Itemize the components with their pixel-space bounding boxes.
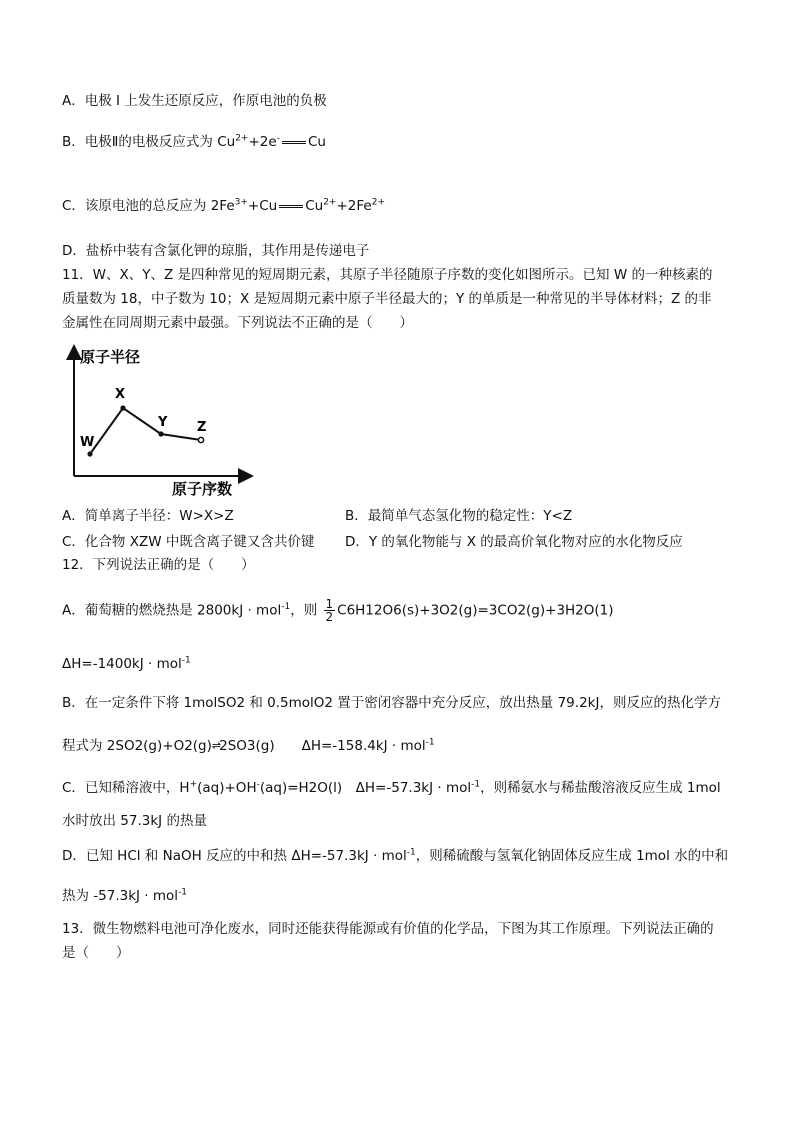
q13-stem-line2: 是（ ）	[62, 945, 130, 961]
q12-a-mid: ，则	[290, 602, 318, 619]
label-y: Y	[158, 415, 168, 430]
q12-stem: 12．下列说法正确的是（ ）	[62, 557, 255, 573]
q12-b-pre: 程式为 2SO2(g)+O2(g)	[62, 738, 212, 754]
q10-c-sup2: 2+	[323, 197, 337, 208]
q12-d-pre: D．已知 HCl 和 NaOH 反应的中和热 ΔH=-57.3kJ · mol	[62, 848, 407, 864]
q12-option-a	[62, 598, 614, 623]
q12-c-sup2: -	[256, 779, 260, 790]
q10-b-post: Cu	[307, 134, 326, 150]
q12-option-b-line1: B．在一定条件下将 1molSO2 和 0.5molO2 置于密闭容器中充分反应，放出热量 79.2kJ，则反应的热化学方	[62, 695, 721, 711]
q11-option-c: C．化合物 XZW 中既含离子键又含共价键	[62, 534, 315, 550]
q10-c-sup3: 2+	[371, 197, 385, 208]
q12-c-pre: C．已知稀溶液中，H	[62, 780, 190, 796]
point-w	[87, 451, 92, 456]
q12-b-post: 2SO3(g) ΔH=-158.4kJ · mol	[219, 738, 426, 754]
label-w: W	[80, 435, 95, 450]
q13-stem-line1: 13．微生物燃料电池可净化废水，同时还能获得能源或有价值的化学品，下图为其工作原理。下列说法正确的	[62, 921, 714, 937]
q11-stem-line3: 金属性在同周期元素中最强。下列说法不正确的是（ ）	[62, 315, 413, 331]
q12-c-sup1: +	[189, 779, 198, 790]
q10-c-mid1: +Cu	[247, 198, 278, 214]
label-x: X	[115, 387, 126, 402]
q11-stem-line2: 质量数为 18，中子数为 10；X 是短周期元素中原子半径最大的；Y 的单质是一种常见的半导体材料；Z 的非	[62, 291, 712, 307]
frac-den: 2	[325, 610, 334, 624]
q12-c-sup3: -1	[471, 779, 481, 790]
point-z	[198, 437, 203, 442]
q10-b-text: B．电极Ⅱ的电极反应式为 Cu	[62, 134, 236, 150]
q10-option-d: D．盐桥中装有含氯化钾的琼脂，其作用是传递电子	[62, 243, 370, 259]
q11-stem-line1: 11．W、X、Y、Z 是四种常见的短周期元素，其原子半径随原子序数的变化如图所示。已知 W 的一种核素的	[62, 267, 713, 283]
q12-c-mid1: (aq)+OH	[197, 780, 257, 796]
q10-option-a: A．电极 I 上发生还原反应，作原电池的负极	[62, 93, 327, 109]
q12-option-c-line2: 水时放出 57.3kJ 的热量	[62, 813, 207, 829]
label-z: Z	[197, 420, 207, 435]
point-x	[120, 405, 125, 410]
q10-c-mid2: Cu	[305, 198, 324, 214]
q12-option-b-line2	[62, 737, 435, 755]
q12-option-d-line1	[62, 847, 728, 865]
q12-a-dh-sup: -1	[181, 655, 191, 666]
point-y	[158, 431, 163, 436]
q12-d-sup: -1	[406, 847, 416, 858]
q12-a-sup: -1	[281, 602, 291, 612]
q12-c-mid2: (aq)=H2O(l) ΔH=-57.3kJ · mol	[259, 780, 472, 796]
q11-option-a: A．简单离子半径：W>X>Z	[62, 508, 234, 524]
equals-bar	[282, 141, 306, 144]
q10-b-sup1: 2+	[235, 133, 249, 144]
q12-a-equation: C6H12O6(s)+3O2(g)=3CO2(g)+3H2O(1)	[337, 602, 614, 619]
q12-a-text: A．葡萄糖的燃烧热是 2800kJ · mol	[62, 602, 282, 619]
q10-c-mid3: +2Fe	[336, 198, 372, 214]
q12-option-d-line2	[62, 887, 187, 905]
y-axis-label: 原子半径	[80, 348, 141, 366]
q12-b-sup: -1	[425, 737, 435, 748]
q10-b-sup2: -	[276, 133, 280, 144]
frac-num: 1	[325, 597, 334, 611]
q12-d-post: ，则稀硫酸与氢氧化钠固体反应生成 1mol 水的中和	[415, 848, 729, 864]
q12-d-line2-sup: -1	[178, 887, 188, 898]
q12-d-line2-text: 热为 -57.3kJ · mol	[62, 888, 179, 904]
q10-option-c	[62, 197, 385, 215]
q12-option-a-dh	[62, 655, 191, 673]
q12-c-post: ，则稀氨水与稀盐酸溶液反应生成 1mol	[480, 780, 721, 796]
q10-c-text: C．该原电池的总反应为 2Fe	[62, 198, 235, 214]
q12-a-dh-text: ΔH=-1400kJ · mol	[62, 656, 182, 672]
fraction-one-half	[324, 598, 336, 623]
q11-option-b: B．最简单气态氢化物的稳定性：Y<Z	[345, 508, 573, 524]
equals-bar	[279, 205, 303, 208]
q10-option-b	[62, 133, 326, 151]
reversible-arrow-icon: ⇌	[211, 739, 220, 752]
x-axis-label: 原子序数	[172, 480, 233, 498]
atomic-radius-chart	[60, 340, 260, 502]
q10-b-mid: +2e	[248, 134, 277, 150]
q12-option-c-line1	[62, 779, 721, 797]
q11-option-d: D．Y 的氧化物能与 X 的最高价氧化物对应的水化物反应	[345, 534, 683, 550]
radius-line	[90, 408, 201, 454]
q10-c-sup1: 3+	[234, 197, 248, 208]
